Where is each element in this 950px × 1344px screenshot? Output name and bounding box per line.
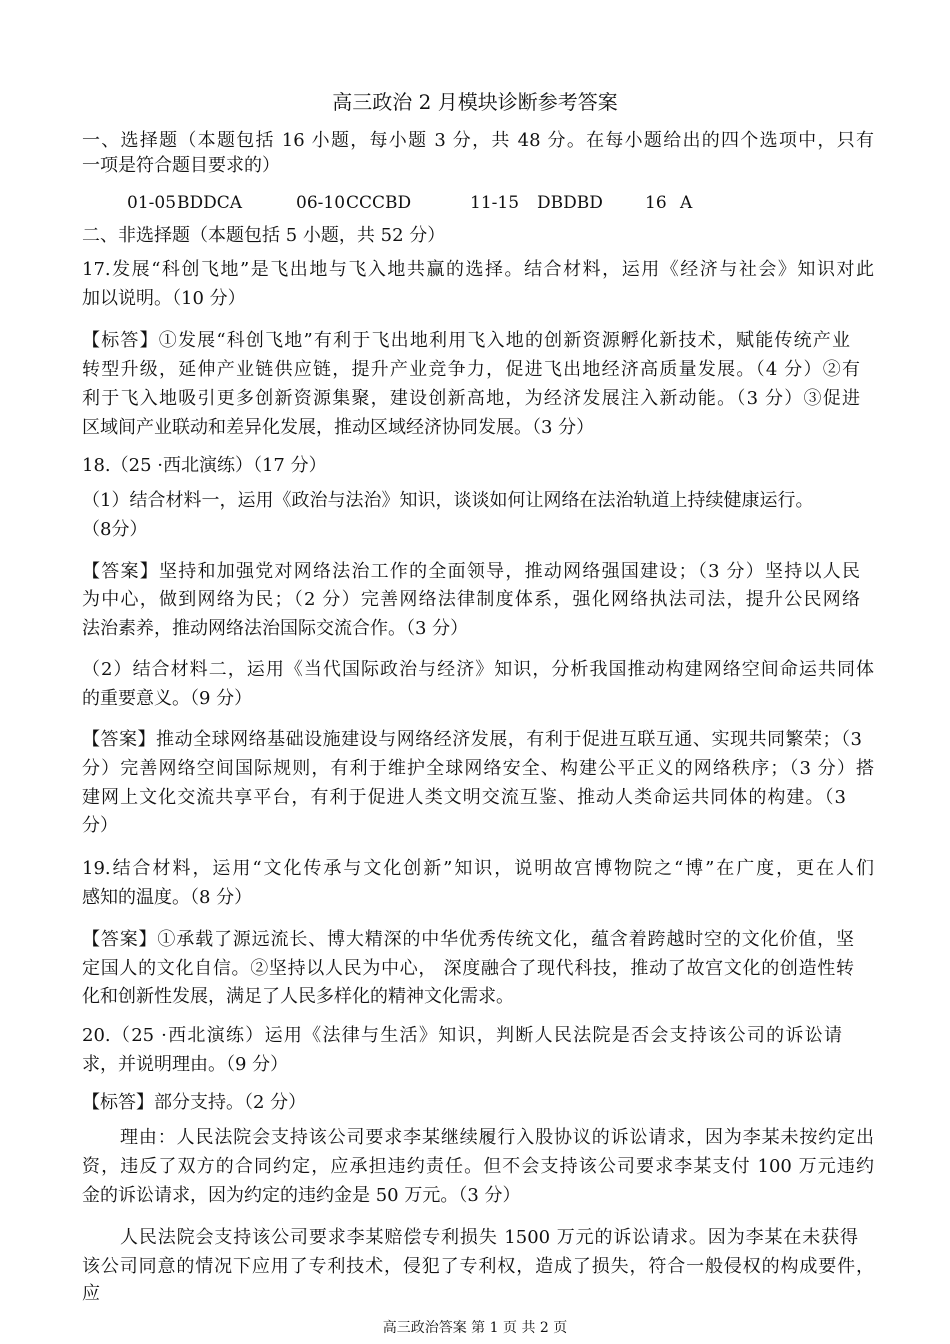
q20-question-line: 20.（25 ·西北演练）运用《法律与生活》知识，判断人民法院是否会支持该公司的诉讼请 [82,1025,842,1046]
mc-range: 06-10 [296,193,346,213]
q20-reason-line: 理由：人民法院会支持该公司要求李某继续履行入股协议的诉讼请求，因为李某未按约定出 [120,1127,874,1148]
q18-p1-answer-line: 【答案】坚持和加强党对网络法治工作的全面领导，推动网络强国建设；（3 分）坚持以人民 [82,561,860,582]
q18-header: 18.（25 ·西北演练）（17 分） [82,455,327,476]
q18-p1-answer-line: 为中心，做到网络为民；（2 分）完善网络法律制度体系，强化网络执法司法，提升公民网络 [82,589,860,610]
mc-range: 01-05 [127,193,177,213]
q20-para-line: 人民法院会支持该公司要求李某赔偿专利损失 1500 万元的诉讼请求。因为李某在未获得 [120,1227,858,1248]
q17-answer-line: 利于飞入地吸引更多创新资源集聚，建设创新高地，为经济发展注入新动能。（3 分）③促进 [82,388,860,409]
q20-para-line: 应 [82,1283,100,1304]
q19-question-line: 19.结合材料，运用“文化传承与文化创新”知识，说明故宫博物院之“博”在广度，更在人们 [82,858,874,879]
q19-answer-line: 化和创新性发展，满足了人民多样化的精神文化需求。 [82,986,514,1007]
q18-p1-question-line: （1）结合材料一，运用《政治与法治》知识，谈谈如何让网络在法治轨道上持续健康运行。 [82,490,814,511]
q20-answer-line: 【标答】部分支持。（2 分） [82,1092,307,1113]
q17-answer-line: 转型升级，延伸产业链供应链，提升产业竞争力，促进飞出地经济高质量发展。（4 分）②有 [82,359,860,380]
q20-reason-line: 资，违反了双方的合同约定，应承担违约责任。但不会支持该公司要求李某支付 100 万元违约 [82,1156,874,1177]
q18-p2-answer-line: 建网上文化交流共享平台，有利于促进人类文明交流互鉴、推动人类命运共同体的构建。（3 [82,787,846,808]
mc-range: 11-15 [470,193,520,213]
q20-reason-line: 金的诉讼请求，因为约定的违约金是 50 万元。（3 分） [82,1185,521,1206]
mc-letters: A [680,193,693,213]
page-title: 高三政治 2 月模块诊断参考答案 [332,90,618,114]
mc-range: 16 [645,193,667,213]
mc-heading-line: 一、选择题（本题包括 16 小题，每小题 3 分，共 48 分。在每小题给出的四个选项中，只有 [82,130,874,151]
q19-answer-line: 定国人的文化自信。②坚持以人民为中心， 深度融合了现代科技，推动了故宫文化的创造性转 [82,958,854,979]
mc-letters: BDDCA [177,193,243,213]
mc-heading-line: 一项是符合题目要求的） [82,155,280,176]
q19-question-line: 感知的温度。（8 分） [82,887,253,908]
nonmc-heading: 二、非选择题（本题包括 5 小题，共 52 分） [82,225,446,246]
q19-answer-line: 【答案】①承载了源远流长、博大精深的中华优秀传统文化，蕴含着跨越时空的文化价值，坚 [82,929,854,950]
q20-para-line: 该公司同意的情况下应用了专利技术，侵犯了专利权，造成了损失，符合一般侵权的构成要件， [82,1256,874,1277]
q17-answer-line: 【标答】①发展“科创飞地”有利于飞出地利用飞入地的创新资源孵化新技术，赋能传统产业 [82,330,850,351]
q18-p2-answer-line: 分） [82,815,118,836]
page-footer: 高三政治答案 第 1 页 共 2 页 [382,1320,568,1336]
q17-question-line: 加以说明。（10 分） [82,288,246,309]
q18-p2-answer-line: 分）完善网络空间国际规则，有利于维护全球网络安全、构建公平正义的网络秩序；（3 分）搭 [82,758,874,779]
mc-letters: CCCBD [346,193,412,213]
q18-p2-question-line: 的重要意义。（9 分） [82,688,253,709]
q17-answer-line: 区域间产业联动和差异化发展，推动区域经济协同发展。（3 分） [82,417,595,438]
q18-p2-answer-line: 【答案】推动全球网络基础设施建设与网络经济发展，有利于促进互联互通、实现共同繁荣；（3 [82,729,862,750]
q18-p1-answer-line: 法治素养，推动网络法治国际交流合作。（3 分） [82,618,469,639]
q17-question-line: 17.发展“科创飞地”是飞出地与飞入地共赢的选择。结合材料，运用《经济与社会》知识对此 [82,259,874,280]
q20-question-line: 求，并说明理由。（9 分） [82,1054,289,1075]
q18-p1-question-line: （8分） [82,519,148,540]
q18-p2-question-line: （2）结合材料二，运用《当代国际政治与经济》知识，分析我国推动构建网络空间命运共同体 [82,659,874,680]
mc-letters: DBDBD [537,193,603,213]
